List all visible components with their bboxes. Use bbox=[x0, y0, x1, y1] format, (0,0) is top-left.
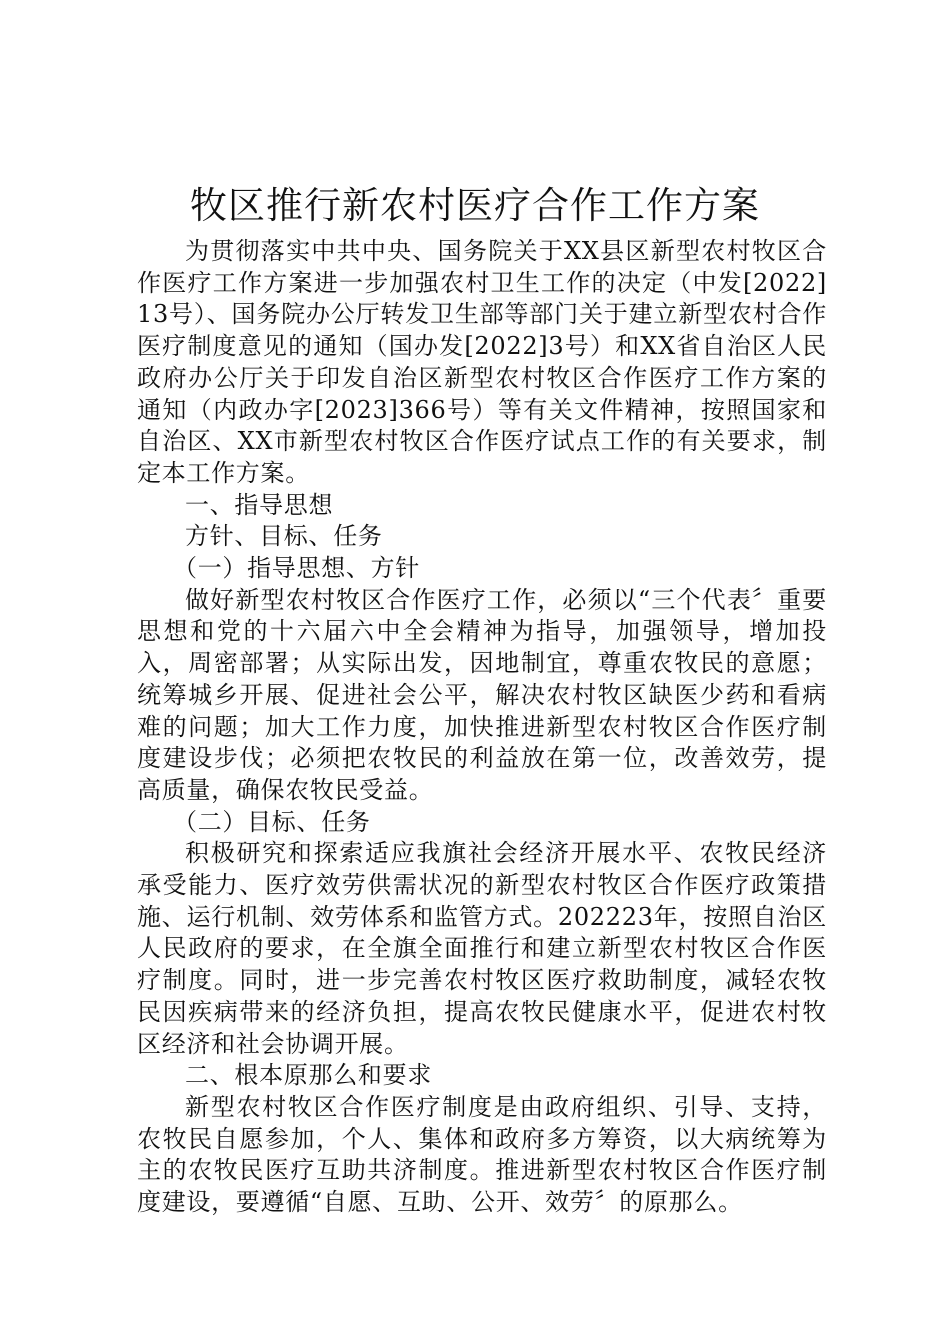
goals-paragraph: 积极研究和探索适应我旗社会经济开展水平、农牧民经济承受能力、医疗效劳供需状况的新型农村牧区合作医疗政策措施、运行机制、效劳体系和监管方式。202223年，按照自治区人民政府的要求，在全旗全面推行和建立新型农村牧区合作医疗制度。同时，进一步完善农村牧区医疗救助制度，减轻农牧民因疾病带来的经济负担，提高农牧民健康水平，促进农村牧区经济和社会协调开展。 bbox=[137, 839, 827, 1058]
principles-paragraph: 新型农村牧区合作医疗制度是由政府组织、引导、支持，农牧民自愿参加，个人、集体和政府多方筹资，以大病统筹为主的农牧民医疗互助共济制度。推进新型农村牧区合作医疗制度建设，要遵循“自愿、互助、公开、效劳〞的原那么。 bbox=[137, 1092, 827, 1217]
ideology-paragraph: 做好新型农村牧区合作医疗工作，必须以“三个代表〞重要思想和党的十六届六中全会精神为指导，加强领导，增加投入，周密部署；从实际出发，因地制宜，尊重农牧民的意愿；统筹城乡开展、促进社会公平，解决农村牧区缺医少药和看病难的问题；加大工作力度，加快推进新型农村牧区合作医疗制度建设步伐；必须把农牧民的利益放在第一位，改善效劳，提高质量，确保农牧民受益。 bbox=[137, 585, 827, 804]
section-heading-principles: 二、根本原那么和要求 bbox=[185, 1061, 432, 1090]
subsection-heading-ideology-policy: （一）指导思想、方针 bbox=[173, 554, 420, 583]
document-title: 牧区推行新农村医疗合作工作方案 bbox=[190, 184, 760, 227]
document-body bbox=[137, 236, 827, 1219]
intro-paragraph: 为贯彻落实中共中央、国务院关于XX县区新型农村牧区合作医疗工作方案进一步加强农村卫生工作的决定（中发[2022]13号）、国务院办公厅转发卫生部等部门关于建立新型农村合作医疗制度意见的通知（国办发[2022]3号）和XX省自治区人民政府办公厅关于印发自治区新型农村牧区合作医疗工作方案的通知（内政办字[2023]366号）等有关文件精神，按照国家和自治区、XX市新型农村牧区合作医疗试点工作的有关要求，制定本工作方案。 bbox=[137, 237, 827, 487]
subsection-heading-goals-tasks: （二）目标、任务 bbox=[173, 807, 371, 836]
section-heading-guiding-ideology: 一、指导思想 bbox=[185, 490, 334, 519]
subheading-policy-goals-tasks: 方针、目标、任务 bbox=[185, 522, 383, 551]
